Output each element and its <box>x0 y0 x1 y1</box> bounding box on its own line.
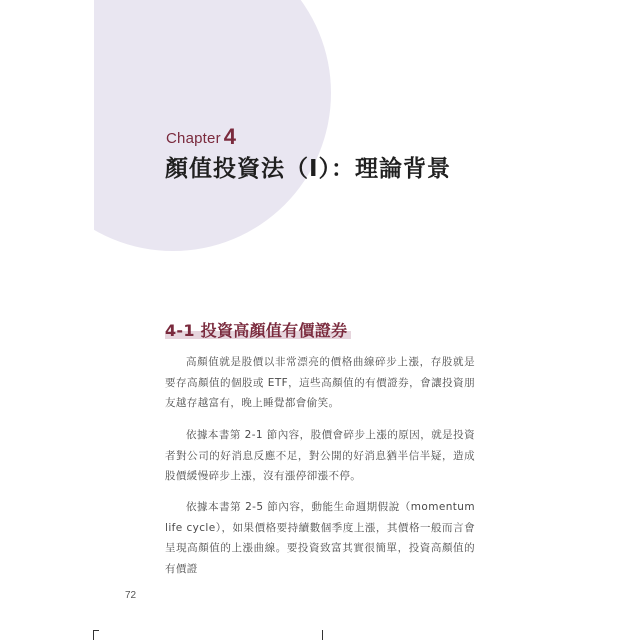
crop-mark-center <box>322 630 323 640</box>
crop-mark-left <box>93 630 99 640</box>
chapter-label <box>166 124 236 150</box>
section-heading-text: 4-1 投資高顏值有價證券 <box>165 321 348 340</box>
chapter-number: 4 <box>223 124 237 149</box>
body-paragraph-2: 依據本書第 2-1 節內容，股價會碎步上漲的原因，就是投資者對公司的好消息反應不足，對公開的好消息猶半信半疑，造成股價緩慢碎步上漲，沒有漲停卻漲不停。 <box>165 429 475 482</box>
section-heading <box>165 318 347 341</box>
chapter-title: 顏值投資法（I）：理論背景 <box>165 156 452 182</box>
chapter-word: Chapter <box>166 130 221 147</box>
left-page-gutter <box>0 0 94 640</box>
page-number: 72 <box>125 590 137 601</box>
body-paragraph-3: 依據本書第 2-5 節內容，動能生命週期假說（momentum life cycle），如果價格要持續數個季度上漲，其價格一般而言會呈現高顏值的上漲曲線。要投資致富其實很簡單，投資高顏值的有價證 <box>165 501 475 575</box>
body-paragraph-1: 高顏值就是股價以非常漂亮的價格曲線碎步上漲，存股就是要存高顏值的個股或 ETF，這些高顏值的有價證券，會讓投資朋友越存越富有，晚上睡覺都會偷笑。 <box>165 356 475 409</box>
